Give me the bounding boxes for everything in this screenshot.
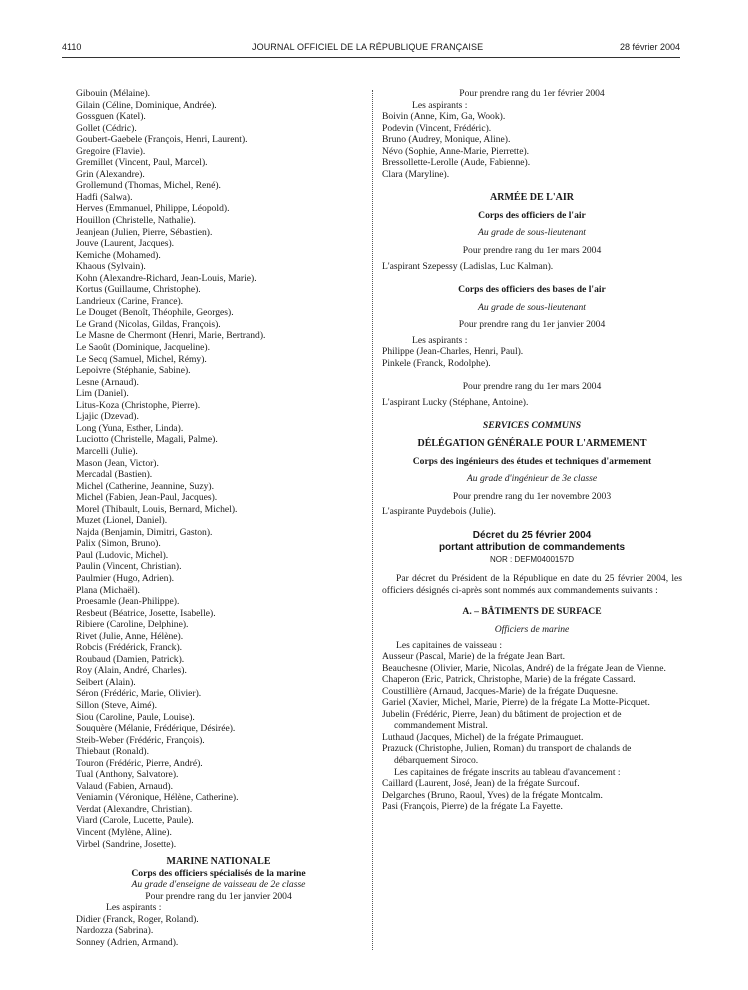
aspirant-line: L'aspirant Szepessy (Ladislas, Luc Kalman).: [382, 260, 554, 272]
list-item: Lepoivre (Stéphanie, Sabine).: [76, 365, 191, 377]
list-item: Long (Yuna, Esther, Linda).: [76, 422, 184, 434]
list-item: Touron (Frédéric, Pierre, André).: [76, 757, 203, 769]
marine-aspirants-list: [76, 914, 361, 949]
air-bases-grade: Au grade de sous-lieutenant: [478, 301, 586, 313]
list-item: Paul (Ludovic, Michel).: [76, 549, 169, 561]
list-item: Beauchesne (Olivier, Marie, Nicolas, André) de la frégate Jean de Vienne.: [382, 662, 666, 674]
air-corps-heading: Corps des officiers de l'air: [478, 209, 586, 221]
list-item: Virbel (Sandrine, Josette).: [76, 838, 177, 850]
list-item: Le Saoût (Dominique, Jacqueline).: [76, 342, 211, 354]
list-item: Clara (Maryline).: [382, 168, 450, 180]
list-item: Robcis (Frédérick, Franck).: [76, 642, 183, 654]
right-column: [382, 88, 682, 813]
frigate-captains-label: Les capitaines de frégate inscrits au tableau d'avancement :: [394, 766, 621, 778]
list-item: Le Secq (Samuel, Michel, Rémy).: [76, 353, 207, 365]
list-item: Boivin (Anne, Kim, Ga, Wook).: [382, 111, 506, 123]
list-item: Khaous (Sylvain).: [76, 261, 146, 273]
list-item: Caillard (Laurent, José, Jean) de la frégate Surcouf.: [382, 778, 580, 790]
list-item: Seibert (Alain).: [76, 676, 136, 688]
frigate-captains-list: [382, 778, 682, 813]
captains-list: [382, 651, 682, 766]
list-item: Roubaud (Damien, Patrick).: [76, 653, 185, 665]
list-item: Jouve (Laurent, Jacques).: [76, 238, 175, 250]
list-item: Roy (Alain, André, Charles).: [76, 665, 187, 677]
list-item: Michel (Fabien, Jean-Paul, Jacques).: [76, 492, 218, 504]
list-item: Didier (Franck, Roger, Roland).: [76, 913, 199, 925]
list-item: Jubelin (Frédéric, Pierre, Jean) du bâtiment de projection et de commandement Mistral.: [382, 708, 622, 732]
list-item: Lesne (Arnaud).: [76, 376, 139, 388]
aspirante-line: L'aspirante Puydebois (Julie).: [382, 506, 496, 518]
list-item: Prazuck (Christophe, Julien, Roman) du transport de chalands de débarquement Siroco.: [382, 743, 632, 766]
engineers-grade: Au grade d'ingénieur de 3e classe: [466, 473, 598, 485]
list-item: Le Masne de Chermont (Henri, Marie, Bertrand).: [76, 330, 266, 342]
aspirants-label: Les aspirants :: [412, 334, 468, 346]
delegation-heading: DÉLÉGATION GÉNÉRALE POUR L'ARMEMENT: [417, 438, 647, 450]
rank-line: Pour prendre rang du 1er mars 2004: [462, 245, 602, 257]
decree-title-line1: Décret du 25 février 2004: [472, 529, 592, 541]
air-bases-corps-heading: Corps des officiers des bases de l'air: [458, 284, 606, 296]
list-item: Veniamin (Véronique, Hélène, Catherine).: [76, 792, 239, 804]
list-item: Thiebaut (Ronald).: [76, 746, 149, 758]
list-item: Grin (Alexandre).: [76, 168, 145, 180]
list-item: Luciotto (Christelle, Magali, Palme).: [76, 434, 218, 446]
list-item: Pasi (François, Pierre) de la frégate La Fayette.: [382, 801, 563, 813]
list-item: Landrieux (Carine, France).: [76, 295, 184, 307]
rank-line: Pour prendre rang du 1er janvier 2004: [458, 319, 606, 331]
left-column: [76, 88, 361, 948]
list-item: Nardozza (Sabrina).: [76, 925, 154, 937]
header-rule: [62, 57, 680, 58]
list-item: Jeanjean (Julien, Pierre, Sébastien).: [76, 226, 213, 238]
column-divider: [372, 90, 373, 950]
list-item: Bruno (Audrey, Monique, Aline).: [382, 134, 511, 146]
list-item: Gremillet (Vincent, Paul, Marcel).: [76, 157, 208, 169]
list-item: Paulmier (Hugo, Adrien).: [76, 572, 175, 584]
list-item: Gregoire (Flavie).: [76, 145, 146, 157]
section-a-heading: A. – BÂTIMENTS DE SURFACE: [462, 606, 602, 618]
list-item: Mason (Jean, Victor).: [76, 457, 159, 469]
decree-intro: Par décret du Président de la République en date du 25 février 2004, les officiers désignés ci-après sont nommés aux commandements suivants :: [382, 573, 682, 596]
list-item: Philippe (Jean-Charles, Henri, Paul).: [382, 346, 524, 358]
list-item: Proesamle (Jean-Philippe).: [76, 596, 180, 608]
marine-grade: Au grade d'enseigne de vaisseau de 2e classe: [131, 879, 306, 891]
list-item: Vincent (Mylène, Aline).: [76, 827, 172, 838]
list-item: Houillon (Christelle, Nathalie).: [76, 215, 196, 227]
nor-reference: NOR : DEFM0400157D: [489, 554, 575, 564]
rank-line: Pour prendre rang du 1er novembre 2003: [452, 490, 612, 502]
decree-title-line2: portant attribution de commandements: [438, 541, 626, 553]
list-item: Chaperon (Eric, Patrick, Christophe, Marie) de la frégate Cassard.: [382, 674, 636, 686]
journal-title: JOURNAL OFFICIEL DE LA RÉPUBLIQUE FRANÇAISE: [252, 42, 484, 52]
page-header: [62, 42, 680, 56]
list-item: Coustillière (Arnaud, Jacques-Marie) de la frégate Duquesne.: [382, 685, 619, 697]
rank-line: Pour prendre rang du 1er mars 2004: [462, 381, 602, 393]
page-number: 4110: [62, 42, 82, 52]
air-grade: Au grade de sous-lieutenant: [478, 227, 586, 239]
list-item: Bressollette-Lerolle (Aude, Fabienne).: [382, 157, 531, 169]
list-item: Litus-Koza (Christophe, Pierre).: [76, 399, 201, 411]
list-item: Lim (Daniel).: [76, 388, 129, 400]
list-item: Siou (Caroline, Paule, Louise).: [76, 711, 195, 723]
list-item: Muzet (Lionel, Daniel).: [76, 515, 168, 527]
decree-title: [382, 530, 682, 554]
list-item: Névo (Sophie, Anne-Marie, Pierrette).: [382, 145, 530, 157]
captains-label: Les capitaines de vaisseau :: [396, 639, 503, 651]
list-item: Souquère (Mélanie, Frédérique, Désirée).: [76, 723, 236, 735]
list-item: Plana (Michaël).: [76, 584, 140, 596]
names-list: [76, 88, 361, 850]
marine-rank: Pour prendre rang du 1er janvier 2004: [145, 890, 292, 902]
list-item: Herves (Emmanuel, Philippe, Léopold).: [76, 203, 230, 215]
list-item: Kortus (Guillaume, Christophe).: [76, 284, 201, 296]
officers-heading: Officiers de marine: [494, 623, 570, 635]
list-item: Gollet (Cédric).: [76, 122, 137, 134]
list-item: Viard (Carole, Lucette, Paule).: [76, 815, 194, 827]
list-item: Luthaud (Jacques, Michel) de la frégate Primauguet.: [382, 731, 584, 743]
list-item: Sonney (Adrien, Armand).: [76, 936, 179, 948]
list-item: Steib-Weber (Frédéric, François).: [76, 734, 205, 746]
list-item: Kohn (Alexandre-Richard, Jean-Louis, Marie).: [76, 272, 257, 284]
list-item: Gibouin (Mélaine).: [76, 88, 151, 99]
list-item: Valaud (Fabien, Arnaud).: [76, 780, 173, 792]
list-item: Goubert-Gaebele (François, Henri, Laurent).: [76, 134, 248, 146]
issue-date: 28 février 2004: [619, 42, 680, 52]
engineers-corps-heading: Corps des ingénieurs des études et techniques d'armement: [412, 455, 652, 467]
services-heading: SERVICES COMMUNS: [482, 420, 582, 432]
list-item: Marcelli (Julie).: [76, 445, 138, 457]
list-item: Gossguen (Katel).: [76, 111, 146, 123]
marine-aspirants-label: Les aspirants :: [106, 902, 162, 914]
list-item: Séron (Frédéric, Marie, Olivier).: [76, 688, 202, 700]
list-item: Grollemund (Thomas, Michel, René).: [76, 180, 221, 192]
list-item: Sillon (Steve, Aimé).: [76, 699, 158, 711]
list-item: Morel (Thibault, Louis, Bernard, Michel).: [76, 503, 238, 515]
list-item: Najda (Benjamin, Dimitri, Gaston).: [76, 526, 213, 538]
list-item: Mercadal (Bastien).: [76, 469, 153, 481]
aspirants-label: Les aspirants :: [412, 99, 468, 111]
list-item: Gilain (Céline, Dominique, Andrée).: [76, 99, 217, 111]
marine-heading: MARINE NATIONALE: [166, 856, 271, 868]
rank-line: Pour prendre rang du 1er février 2004: [459, 88, 605, 99]
list-item: Verdat (Alexandre, Christian).: [76, 803, 193, 815]
list-item: Paulin (Vincent, Christian).: [76, 561, 182, 573]
list-item: Ausseur (Pascal, Marie) de la frégate Jean Bart.: [382, 651, 566, 663]
air-heading: ARMÉE DE L'AIR: [490, 192, 574, 204]
list-item: Hadfi (Salwa).: [76, 191, 133, 203]
list-item: Tual (Anthony, Salvatore).: [76, 769, 179, 781]
list-item: Podevin (Vincent, Frédéric).: [382, 122, 492, 134]
list-item: Kemiche (Mohamed).: [76, 249, 161, 261]
list-item: Pinkele (Franck, Rodolphe).: [382, 357, 491, 369]
list-item: Le Grand (Nicolas, Gildas, François).: [76, 318, 221, 330]
list-item: Le Douget (Benoît, Théophile, Georges).: [76, 307, 234, 319]
list-item: Resbeut (Béatrice, Josette, Isabelle).: [76, 607, 216, 619]
marine-corps: Corps des officiers spécialisés de la marine: [131, 867, 306, 879]
list-item: Michel (Catherine, Jeannine, Suzy).: [76, 480, 214, 492]
top-aspirants-list: [382, 111, 682, 180]
list-item: Ljajic (Dzevad).: [76, 411, 139, 423]
aspirant-line: L'aspirant Lucky (Stéphane, Antoine).: [382, 396, 529, 408]
list-item: Rivet (Julie, Anne, Hélène).: [76, 630, 184, 642]
list-item: Gariel (Xavier, Michel, Marie, Pierre) de la frégate La Motte-Picquet.: [382, 697, 650, 709]
list-item: Ribiere (Caroline, Delphine).: [76, 619, 189, 631]
list-item: Palix (Simon, Bruno).: [76, 538, 161, 550]
list-item: Delgarches (Bruno, Raoul, Yves) de la frégate Montcalm.: [382, 789, 603, 801]
